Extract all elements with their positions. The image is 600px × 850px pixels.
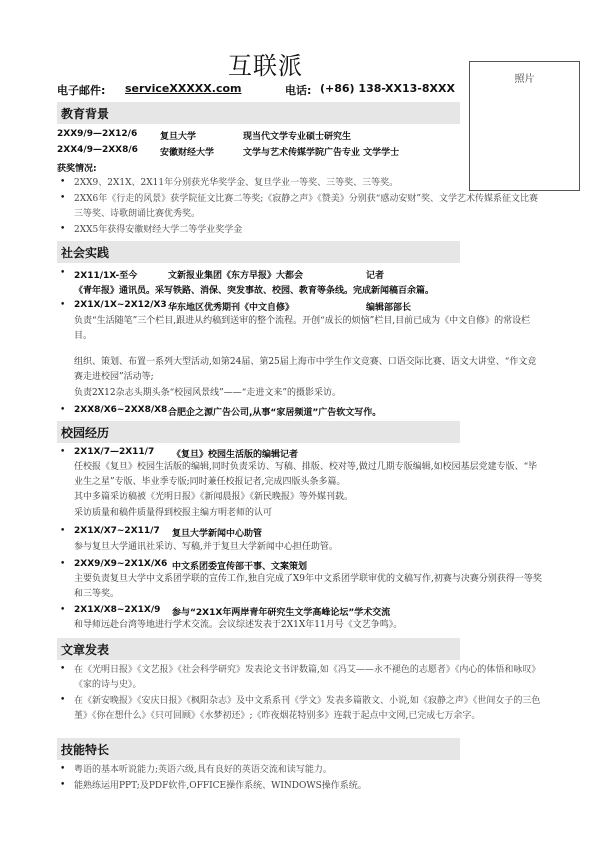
- photo-label: 照片: [514, 74, 535, 85]
- social-org: 文新报业集团《东方早报》大都会: [168, 271, 304, 281]
- phone-label: 电话:: [285, 84, 312, 97]
- social-role: 记者: [366, 271, 385, 281]
- edu-detail: 文学与艺术传媒学院广告专业 文学学士: [243, 148, 400, 158]
- edu-school: 复旦大学: [160, 132, 197, 142]
- award-item: 2XX5年获得安徽财经大学二等学业奖学金: [74, 225, 243, 235]
- social-paragraph: 负责2X12杂志头期头条“校园风景线”——“走进文来”的摄影采访。: [74, 388, 341, 398]
- bullet-icon: •: [60, 268, 66, 278]
- campus-period: 2X1X/7—2X11/7: [74, 447, 155, 457]
- campus-period: 2XX9/X9~2X1X/X6: [74, 559, 168, 569]
- campus-paragraph: 和导师远赴台湾等地进行学术交流。会议综述发表于2X1X年11月号《文艺争鸣》。: [74, 620, 403, 630]
- photo-placeholder: [469, 61, 580, 191]
- bullet-icon: •: [60, 193, 66, 203]
- section-articles-header: [57, 638, 460, 660]
- section-social-header: [57, 241, 460, 263]
- bullet-icon: •: [60, 559, 66, 569]
- email-label: 电子邮件:: [57, 84, 106, 97]
- social-org: 华东地区优秀期刊《中文自修》: [168, 303, 295, 313]
- bullet-icon: •: [60, 695, 66, 705]
- campus-org: 中文系团委宣传部干事、文案策划: [172, 562, 308, 572]
- campus-paragraph: 其中多篇采访稿被《光明日报》《新闻晨报》《新民晚报》等外媒刊载。: [74, 492, 354, 502]
- section-education-header: [57, 102, 460, 124]
- article-item: 在《新安晚报》《安庆日报》《枫阳杂志》及中文系系刊《学文》发表多篇散文、小说,如《寂静之声》《世间女子的三色堇》《你在想什么》《只可回顾》《水梦初还》;《昨夜烟花特别多》连载于起点中文网,已完成七万余字。: [74, 696, 541, 721]
- social-paragraph: 组织、策划、布置一系列大型活动,如第24届、第25届上海市中学生作文竞赛、口语交际比赛、语文大讲堂、“作文竞赛走进校园”活动等;: [74, 357, 537, 382]
- edu-detail: 现当代文学专业硕士研究生: [243, 132, 352, 142]
- section-title: 文章发表: [61, 643, 110, 657]
- page-title: 互联派: [228, 52, 303, 80]
- section-title: 校园经历: [61, 426, 110, 440]
- campus-paragraph: 参与复旦大学通讯社采访、写稿,并于复旦大学新闻中心担任助管。: [74, 542, 338, 552]
- campus-org: 参与“2X1X年两岸青年研究生文学高峰论坛”学术交流: [172, 608, 391, 618]
- campus-org: 《复旦》校园生活版的编辑记者: [172, 450, 299, 460]
- section-campus-header: [57, 421, 460, 443]
- bullet-icon: •: [60, 177, 66, 187]
- section-skills-header: [57, 738, 460, 760]
- bullet-icon: •: [60, 300, 66, 310]
- skill-item: 粤语的基本听说能力;英语六级,具有良好的英语交流和读写能力。: [74, 765, 332, 775]
- edu-period: 2XX9/9—2X12/6: [57, 129, 138, 139]
- social-period: 2X1X/1X~2X12/X3: [74, 300, 167, 310]
- award-item: 2XX9、2X1X、2X11年分别获光华奖学金、复旦学业一等奖、三等奖、三等奖。: [74, 178, 399, 188]
- social-period: 2X11/1X-至今: [74, 271, 138, 281]
- bullet-icon: •: [60, 224, 66, 234]
- skill-item: 能熟练运用PPT;及PDF软件,OFFICE操作系统、WINDOWS操作系统。: [74, 781, 367, 791]
- bullet-icon: •: [60, 780, 66, 790]
- bullet-icon: •: [60, 764, 66, 774]
- edu-period: 2XX4/9—2XX8/6: [57, 145, 138, 155]
- bullet-icon: •: [60, 447, 66, 457]
- award-item: 2XX6年《行走的风景》获学院征文比赛二等奖;《寂静之声》《赞美》分别获“感动安财”奖、文学艺术传媒系征文比赛三等奖、诗歌朗诵比赛优秀奖。: [74, 194, 539, 219]
- social-desc: 《青年报》通讯员。采写铁路、消保、突发事故、校园、教育等条线。完成新闻稿百余篇。: [74, 286, 435, 296]
- campus-period: 2X1X/X8~2X1X/9: [74, 605, 161, 615]
- section-title: 教育背景: [61, 107, 110, 121]
- section-title: 技能特长: [61, 743, 110, 757]
- campus-paragraph: 采访质量和稿件质量得到校报主编方明老师的认可: [74, 508, 273, 518]
- section-title: 社会实践: [61, 246, 110, 260]
- campus-paragraph: 任校报《复旦》校园生活版的编辑,同时负责采访、写稿、排版、校对等,做过几期专版编辑,如校园基层党建专版、“毕业生之星”专版、毕业季专版;同时兼任校报记者,完成四版头条多篇。: [74, 462, 538, 487]
- bullet-icon: •: [60, 664, 66, 674]
- edu-school: 安徽财经大学: [160, 148, 215, 158]
- social-text: 合肥企之源广告公司,从事“家居频道”广告软文写作。: [168, 408, 382, 418]
- article-item: 在《光明日报》《文艺报》《社会科学研究》发表论文书评数篇,如《冯艾——永不褪色的志愿者》《内心的体悟和咏叹》《家的诗与史》。: [74, 665, 541, 690]
- email-link[interactable]: serviceXXXXX.com: [125, 82, 242, 95]
- campus-period: 2X1X/X7~2X11/7: [74, 526, 160, 536]
- campus-paragraph: 主要负责复旦大学中文系团学联的宣传工作,独自完成了X9年中文系团学联审优的文稿写作,初赛与决赛分别获得一等奖和三等奖。: [74, 574, 542, 599]
- campus-org: 复旦大学新闻中心助管: [172, 529, 263, 539]
- social-role: 编辑部部长: [366, 303, 412, 313]
- awards-title: 获奖情况:: [57, 164, 97, 174]
- social-paragraph: 负责“生活随笔”三个栏目,跟进从约稿到送审的整个流程。开创“成长的烦恼”栏目,目前已成为《中文自修》的常设栏目。: [74, 316, 531, 341]
- bullet-icon: •: [60, 405, 66, 415]
- phone-value: (+86) 138-XX13-8XXX: [320, 82, 455, 95]
- social-period: 2XX8/X6~2XX8/X8: [74, 405, 168, 415]
- bullet-icon: •: [60, 526, 66, 536]
- bullet-icon: •: [60, 605, 66, 615]
